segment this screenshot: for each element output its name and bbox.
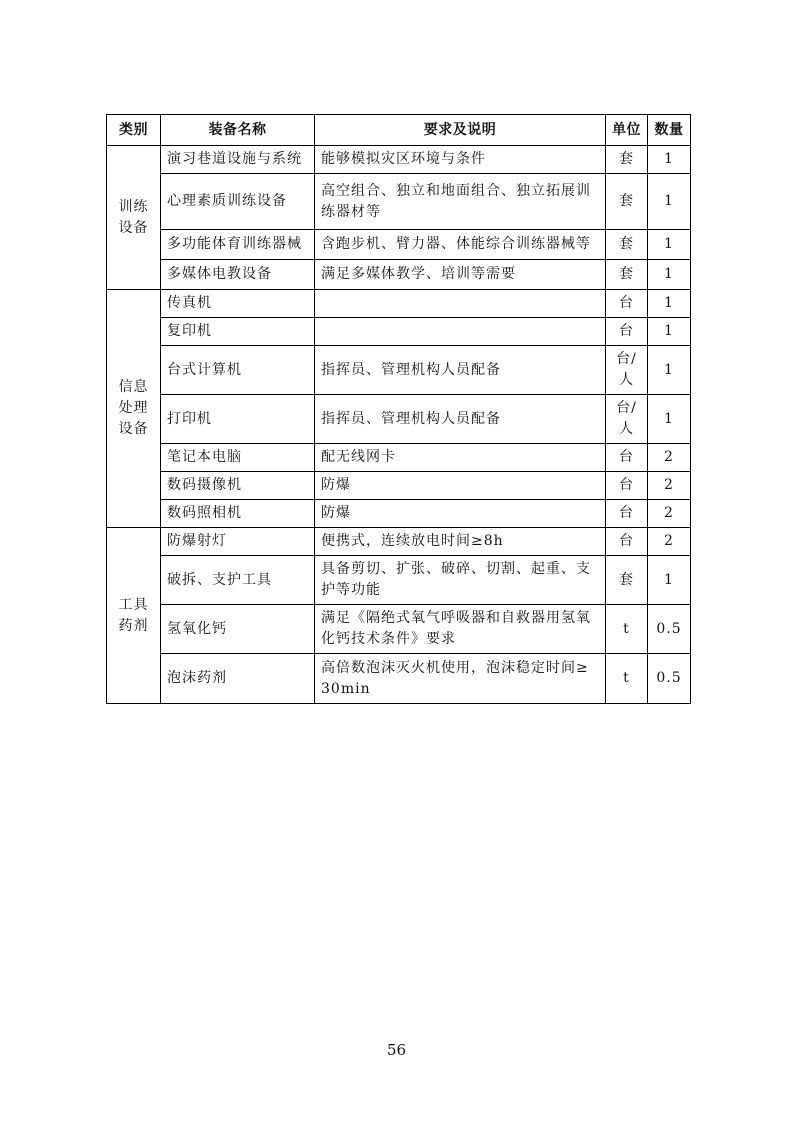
table-row: [107, 260, 691, 290]
requirement-cell-text: 具备剪切、扩张、破碎、切割、起重、支: [321, 561, 591, 577]
equipment-name-cell-text: 氢氧化钙: [167, 620, 227, 637]
quantity-cell: 1: [648, 395, 691, 444]
quantity-cell: 2: [648, 500, 691, 528]
category-cell: [107, 146, 161, 290]
table-body: [107, 146, 691, 704]
table-row: [107, 146, 691, 174]
requirement-cell: [315, 500, 606, 528]
requirement-cell: [315, 605, 606, 654]
equipment-name-cell: [161, 605, 315, 654]
equipment-name-cell: [161, 174, 315, 230]
table-row: [107, 444, 691, 472]
requirement-cell-text: 高空组合、独立和地面组合、独立拓展训: [321, 182, 591, 199]
quantity-cell: 1: [648, 174, 691, 230]
header-quantity: 数量: [648, 115, 691, 146]
unit-cell: 台: [606, 472, 648, 500]
header-category: 类别: [107, 115, 161, 146]
requirement-cell: [315, 260, 606, 290]
equipment-name-cell-text: 演习巷道设施与系统: [167, 151, 302, 167]
quantity-cell: 1: [648, 260, 691, 290]
equipment-name-cell: [161, 318, 315, 346]
table-row: [107, 230, 691, 260]
equipment-name-cell-text: 复印机: [167, 323, 212, 339]
requirement-cell: [315, 556, 606, 605]
equipment-name-cell: [161, 528, 315, 556]
unit-cell: 台: [606, 444, 648, 472]
equipment-name-cell: [161, 346, 315, 395]
equipment-name-cell: [161, 146, 315, 174]
category-label-line: 信息: [118, 379, 149, 395]
requirement-cell-text: 满足多媒体教学、培训等需要: [321, 266, 516, 282]
equipment-name-cell: [161, 230, 315, 260]
quantity-cell: 0.5: [648, 654, 691, 704]
table-row: [107, 472, 691, 500]
requirement-cell-text: 含跑步机、臂力器、体能综合训练器械等: [321, 236, 591, 252]
quantity-cell: 1: [648, 230, 691, 260]
unit-cell: 台: [606, 500, 648, 528]
equipment-name-cell: [161, 654, 315, 704]
requirement-cell-text: 30min: [321, 680, 371, 697]
quantity-cell: 1: [648, 290, 691, 318]
category-label-line: 处理: [118, 400, 149, 416]
requirement-cell-text: 指挥员、管理机构人员配备: [321, 410, 501, 427]
category-label-line: 设备: [118, 421, 149, 437]
equipment-table: [106, 114, 691, 704]
requirement-cell: [315, 654, 606, 704]
unit-cell: 台/人: [606, 346, 648, 395]
category-label-line: 训练: [118, 198, 149, 215]
category-label-line: 工具: [118, 596, 149, 613]
unit-cell: 套: [606, 146, 648, 174]
category-cell: [107, 528, 161, 704]
header-requirements: 要求及说明: [315, 115, 606, 146]
quantity-cell: 2: [648, 444, 691, 472]
unit-cell: 台: [606, 290, 648, 318]
unit-cell: 套: [606, 556, 648, 605]
unit-cell: 套: [606, 260, 648, 290]
equipment-name-cell: [161, 290, 315, 318]
quantity-cell: 1: [648, 318, 691, 346]
table-row: [107, 500, 691, 528]
requirement-cell-text: 满足《隔绝式氧气呼吸器和自救器用氢氧: [321, 610, 591, 626]
equipment-name-cell-text: 破拆、支护工具: [167, 571, 272, 588]
equipment-name-cell-text: 传真机: [167, 295, 212, 311]
table-row: [107, 346, 691, 395]
requirement-cell-text: 配无线网卡: [321, 449, 396, 465]
requirement-cell: [315, 395, 606, 444]
table-row: [107, 528, 691, 556]
unit-cell: 套: [606, 174, 648, 230]
category-label-line: 设备: [118, 219, 149, 236]
requirement-cell: [315, 528, 606, 556]
requirement-cell: [315, 174, 606, 230]
equipment-name-cell-text: 打印机: [167, 410, 212, 427]
unit-cell: 台/人: [606, 395, 648, 444]
equipment-name-cell-text: 数码摄像机: [167, 477, 242, 493]
equipment-name-cell: [161, 500, 315, 528]
quantity-cell: 0.5: [648, 605, 691, 654]
requirement-cell-text: 高倍数泡沫灭火机使用，泡沫稳定时间≥: [321, 659, 589, 676]
unit-cell: t: [606, 605, 648, 654]
table-row: [107, 605, 691, 654]
category-cell: [107, 290, 161, 528]
page-number: 56: [386, 1041, 407, 1059]
equipment-name-cell-text: 心理素质训练设备: [167, 193, 287, 209]
table-row: [107, 556, 691, 605]
requirement-cell: [315, 444, 606, 472]
equipment-name-cell-text: 多媒体电教设备: [167, 266, 272, 282]
equipment-name-cell-text: 台式计算机: [167, 361, 242, 378]
header-equipment-name: 装备名称: [161, 115, 315, 146]
quantity-cell: 2: [648, 472, 691, 500]
quantity-cell: 2: [648, 528, 691, 556]
requirement-cell-text: 化钙技术条件》要求: [321, 631, 456, 647]
equipment-name-cell: [161, 472, 315, 500]
equipment-name-cell: [161, 260, 315, 290]
quantity-cell: 1: [648, 146, 691, 174]
header-unit: 单位: [606, 115, 648, 146]
quantity-cell: 1: [648, 556, 691, 605]
requirement-cell: [315, 346, 606, 395]
table-header-row: [107, 115, 691, 146]
equipment-name-cell-text: 多功能体育训练器械: [167, 236, 302, 252]
requirement-cell-text: 指挥员、管理机构人员配备: [321, 361, 501, 378]
requirement-cell-text: 能够模拟灾区环境与条件: [321, 151, 486, 167]
table-row: [107, 290, 691, 318]
requirement-cell: [315, 472, 606, 500]
table-row: [107, 174, 691, 230]
requirement-cell: [315, 318, 606, 346]
unit-cell: 台: [606, 318, 648, 346]
unit-cell: 台: [606, 528, 648, 556]
equipment-name-cell: [161, 395, 315, 444]
equipment-name-cell: [161, 556, 315, 605]
table-row: [107, 395, 691, 444]
equipment-name-cell-text: 数码照相机: [167, 505, 242, 521]
requirement-cell: [315, 290, 606, 318]
equipment-name-cell-text: 泡沫药剂: [167, 670, 227, 686]
table-row: [107, 318, 691, 346]
equipment-name-cell: [161, 444, 315, 472]
category-label-line: 药剂: [118, 617, 149, 634]
quantity-cell: 1: [648, 346, 691, 395]
requirement-cell-text: 防爆: [321, 477, 351, 493]
unit-cell: t: [606, 654, 648, 704]
unit-cell: 套: [606, 230, 648, 260]
requirement-cell: [315, 146, 606, 174]
requirement-cell-text: 防爆: [321, 505, 351, 521]
requirement-cell: [315, 230, 606, 260]
requirement-cell-text: 便携式，连续放电时间≥8h: [321, 533, 504, 549]
requirement-cell-text: 护等功能: [321, 582, 381, 598]
table-row: [107, 654, 691, 704]
equipment-name-cell-text: 笔记本电脑: [167, 449, 242, 465]
equipment-name-cell-text: 防爆射灯: [167, 533, 227, 549]
requirement-cell-text: 练器材等: [321, 203, 381, 220]
